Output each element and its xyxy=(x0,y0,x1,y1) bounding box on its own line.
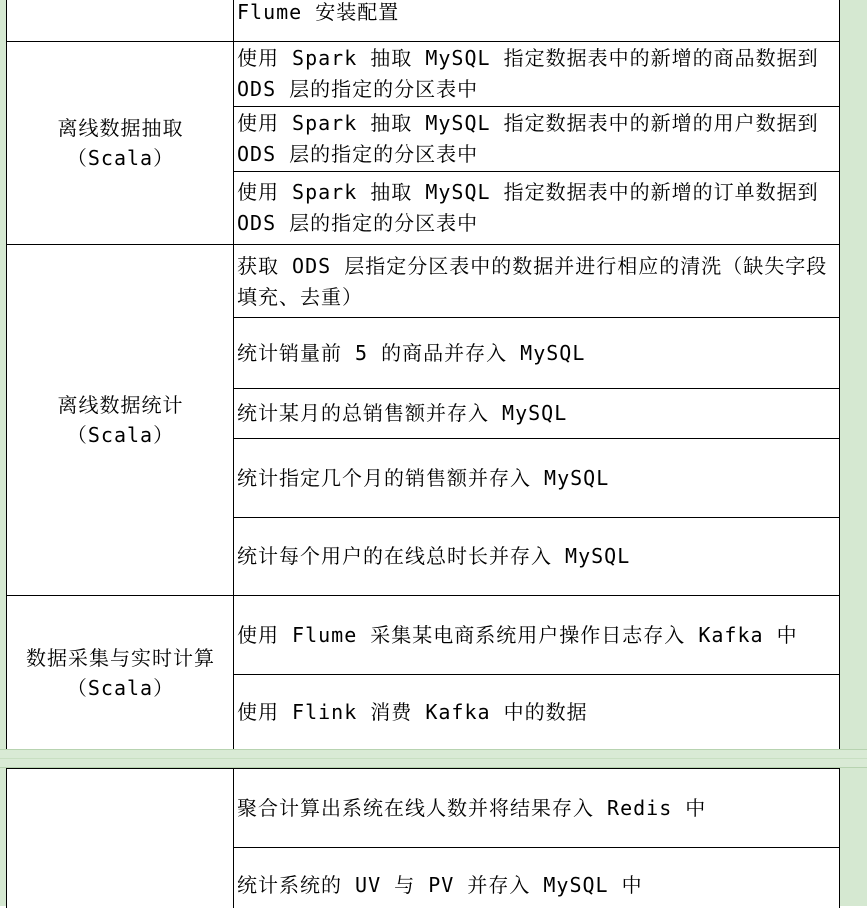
category-cell-realtime xyxy=(6,595,234,751)
task-cell xyxy=(233,847,840,908)
category-sublabel: （Scala） xyxy=(66,146,175,170)
category-sublabel: （Scala） xyxy=(66,423,175,447)
task-cell xyxy=(233,106,840,172)
task-cell xyxy=(233,317,840,389)
task-text: 统计销量前 5 的商品并存入 MySQL xyxy=(237,340,586,365)
task-text: Flume 安装配置 xyxy=(237,0,400,24)
task-cell xyxy=(233,438,840,518)
category-label: 数据采集与实时计算 xyxy=(26,646,215,670)
category-cell-offline-extract xyxy=(6,41,234,245)
task-text: 使用 Flume 采集某电商系统用户操作日志存入 Kafka 中 xyxy=(237,622,798,647)
task-cell xyxy=(233,41,840,107)
task-text: 统计每个用户的在线总时长并存入 MySQL xyxy=(237,544,631,568)
page-break-band xyxy=(0,749,867,768)
category-cell-empty xyxy=(6,0,234,42)
task-cell xyxy=(233,244,840,318)
task-text: 使用 Spark 抽取 MySQL 指定数据表中的新增的订单数据到 ODS 层的指定的分区表中 xyxy=(237,180,832,235)
category-label: 离线数据抽取 xyxy=(57,116,184,140)
task-cell xyxy=(233,674,840,751)
task-text: 使用 Flink 消费 Kafka 中的数据 xyxy=(237,700,588,724)
task-text: 统计指定几个月的销售额并存入 MySQL xyxy=(237,465,610,490)
category-label: 离线数据统计 xyxy=(57,393,184,417)
task-cell xyxy=(233,388,840,439)
sheet-margin-right xyxy=(838,0,867,906)
task-cell xyxy=(233,0,840,42)
category-sublabel: （Scala） xyxy=(66,676,175,700)
task-cell xyxy=(233,768,840,848)
task-text: 使用 Spark 抽取 MySQL 指定数据表中的新增的用户数据到 ODS 层的指定的分区表中 xyxy=(237,111,832,166)
category-cell-empty xyxy=(6,768,234,908)
task-text: 获取 ODS 层指定分区表中的数据并进行相应的清洗（缺失字段填充、去重） xyxy=(237,254,828,309)
category-cell-offline-stats xyxy=(6,244,234,596)
task-cell xyxy=(233,595,840,675)
task-cell xyxy=(233,517,840,596)
task-text: 统计某月的总销售额并存入 MySQL xyxy=(237,401,568,425)
task-text: 聚合计算出系统在线人数并将结果存入 Redis 中 xyxy=(237,795,707,820)
task-text: 统计系统的 UV 与 PV 并存入 MySQL 中 xyxy=(237,873,643,897)
task-cell xyxy=(233,171,840,245)
task-text: 使用 Spark 抽取 MySQL 指定数据表中的新增的商品数据到 ODS 层的指定的分区表中 xyxy=(237,46,832,101)
